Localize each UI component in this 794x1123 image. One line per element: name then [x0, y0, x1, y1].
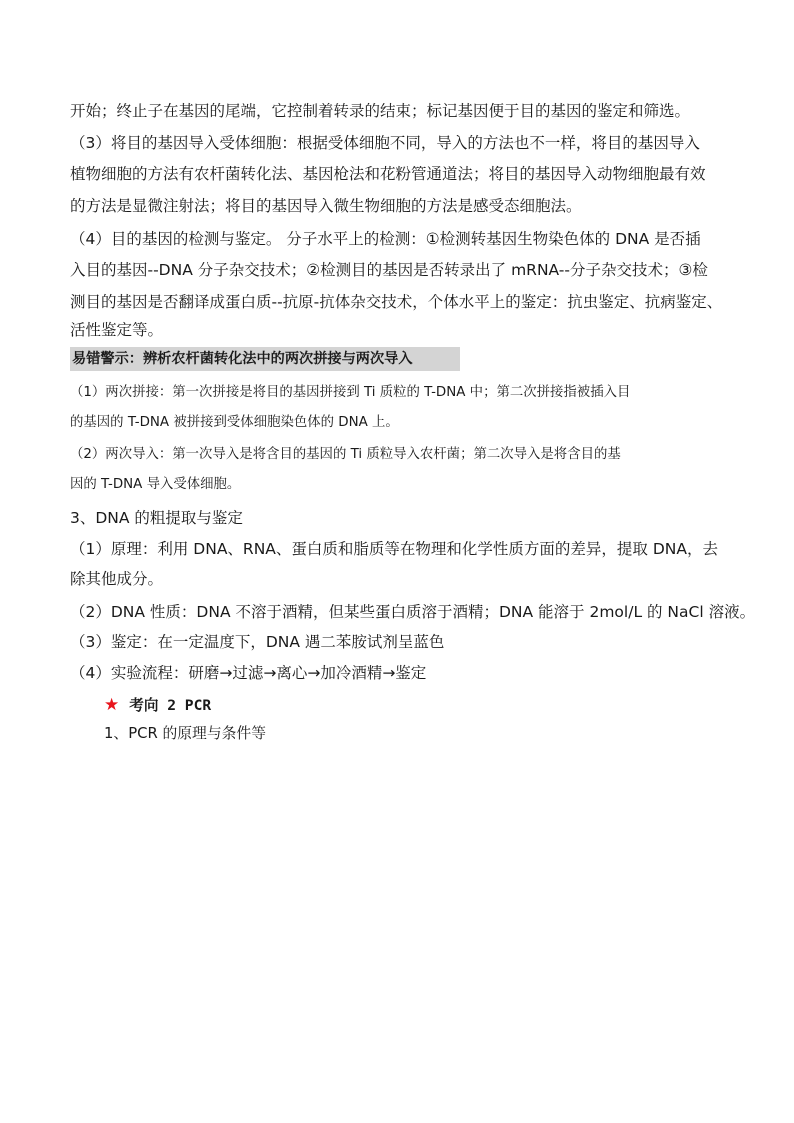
- body-line-3: 植物细胞的方法有农杆菌转化法、基因枪法和花粉管通道法；将目的基因导入动物细胞最有效: [70, 165, 706, 183]
- section3-heading: 3、DNA 的粗提取与鉴定: [70, 509, 243, 527]
- warning-line-4: 因的 T-DNA 导入受体细胞。: [70, 477, 241, 492]
- warning-line-2: 的基因的 T-DNA 被拼接到受体细胞染色体的 DNA 上。: [70, 415, 399, 430]
- body-line-4: 的方法是显微注射法；将目的基因导入微生物细胞的方法是感受态细胞法。: [70, 197, 582, 215]
- star-heading-row: [104, 693, 211, 718]
- star-icon: ★: [104, 695, 120, 715]
- body-line-6: 入目的基因--DNA 分子杂交技术；②检测目的基因是否转录出了 mRNA--分子杂交技术；③检: [70, 261, 708, 279]
- section3-line-4: （3）鉴定：在一定温度下，DNA 遇二苯胺试剂呈蓝色: [70, 633, 445, 651]
- body-line-2: （3）将目的基因导入受体细胞：根据受体细胞不同，导入的方法也不一样，将目的基因导入: [70, 134, 700, 152]
- section3-line-2: 除其他成分。: [70, 570, 164, 588]
- body-line-8: 活性鉴定等。: [70, 321, 164, 339]
- section3-line-5: （4）实验流程：研磨→过滤→离心→加冷酒精→鉴定: [70, 664, 427, 682]
- warning-title: 易错警示：辨析农杆菌转化法中的两次拼接与两次导入: [72, 351, 413, 367]
- section3-line-3: （2）DNA 性质：DNA 不溶于酒精，但某些蛋白质溶于酒精；DNA 能溶于 2mol/L 的 NaCl 溶液。: [70, 603, 756, 621]
- body-line-7: 测目的基因是否翻译成蛋白质--抗原-抗体杂交技术，个体水平上的鉴定：抗虫鉴定、抗病鉴定、: [70, 293, 723, 311]
- warning-line-3: （2）两次导入：第一次导入是将含目的基因的 Ti 质粒导入农杆菌；第二次导入是将含目的基: [70, 447, 621, 462]
- star-heading: 考向 2 PCR: [129, 697, 212, 714]
- body-line-1: 开始；终止子在基因的尾端，它控制着转录的结束；标记基因便于目的基因的鉴定和筛选。: [70, 102, 691, 120]
- section3-line-1: （1）原理：利用 DNA、RNA、蛋白质和脂质等在物理和化学性质方面的差异，提取 DNA，去: [70, 540, 718, 558]
- body-line-5: （4）目的基因的检测与鉴定。 分子水平上的检测：①检测转基因生物染色体的 DNA 是否插: [70, 230, 701, 248]
- warning-line-1: （1）两次拼接：第一次拼接是将目的基因拼接到 Ti 质粒的 T-DNA 中；第二次拼接指被插入目: [70, 385, 631, 400]
- sub-heading: 1、PCR 的原理与条件等: [104, 725, 267, 742]
